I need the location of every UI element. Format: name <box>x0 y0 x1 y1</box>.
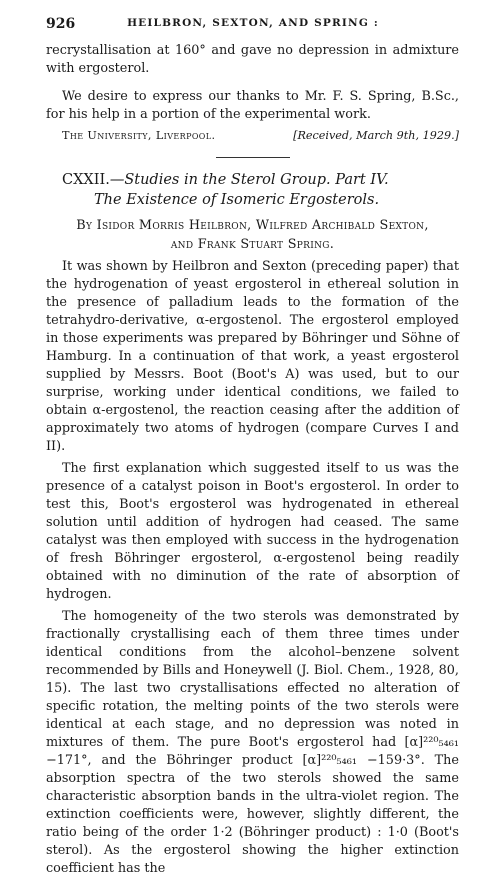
affiliation-line <box>46 129 459 147</box>
article-title <box>46 170 459 210</box>
section-divider <box>216 157 290 158</box>
article-title-line-1: —Studies in the Sterol Group. Part IV. <box>109 172 389 188</box>
article-number: CXXII. <box>62 172 110 188</box>
paragraph-2: The first explanation which suggested itself to us was the presence of a catalyst poison in Boot's ergosterol. In order to test this, Boot's ergosterol was hydrogenated in ethereal solution until addition of hydrogen had ceased. The same catalyst was then employed with success in the hydrogenation of fresh Böhringer ergosterol, α-ergostenol being readily obtained with no diminution of the rate of absorption of hydrogen. <box>46 461 459 602</box>
received-date: [Received, March 9th, 1929.] <box>293 129 459 142</box>
authors-line-1: By Isidor Morris Heilbron, Wilfred Archibald Sexton, <box>76 218 429 233</box>
previous-article-closing: recrystallisation at 160° and gave no depression in admixture with ergosterol. <box>46 43 459 76</box>
running-title: HEILBRON, SEXTON, AND SPRING : <box>127 17 379 29</box>
authors-line-2: and Frank Stuart Spring. <box>170 237 335 252</box>
page-header <box>46 16 460 36</box>
paragraph-3: The homogeneity of the two sterols was demonstrated by fractionally crystallising each of them three times under identical conditions from the alcohol–benzene solvent recommended by Bills and Honeywell (J. Biol. Chem., 1928, 80, 15). The last two crystallisations effected no alteration of specific rotation, the melting points of the two sterols were identical at each stage, and no depression was noted in mixtures of them. The pure Boot's ergosterol had [α]²²⁰₅₄₆₁ −171°, and the Böhringer product [α]²²⁰₅₄₆₁ −159·3°. The absorption spectra of the two sterols showed the same characteristic absorption bands in the ultra-violet region. The extinction coefficients were, however, slightly different, the ratio being of the order 1·2 (Böhringer product) : 1·0 (Boot's sterol). As the ergosterol showing the higher extinction coefficient has the <box>46 609 459 876</box>
affiliation: The University, Liverpool. <box>62 129 216 142</box>
article-title-line-2: The Existence of Isomeric Ergosterols. <box>94 192 380 208</box>
author-byline <box>46 216 459 254</box>
acknowledgment: We desire to express our thanks to Mr. F. S. Spring, B.Sc., for his help in a portion of the experimental work. <box>46 89 459 122</box>
page-number: 926 <box>46 16 76 32</box>
paragraph-1: It was shown by Heilbron and Sexton (preceding paper) that the hydrogenation of yeast ergosterol in ethereal solution in the presence of palladium leads to the formation of the tetrahydro-derivative, α-ergostenol. The ergosterol employed in those experiments was prepared by Böhringer und Söhne of Hamburg. In a continuation of that work, a yeast ergosterol supplied by Messrs. Boot (Boot's A) was used, but to our surprise, working under identical conditions, we failed to obtain α-ergostenol, the reaction ceasing after the addition of approximately two atoms of hydrogen (compare Curves I and II). <box>46 259 459 454</box>
page-body <box>46 42 459 878</box>
